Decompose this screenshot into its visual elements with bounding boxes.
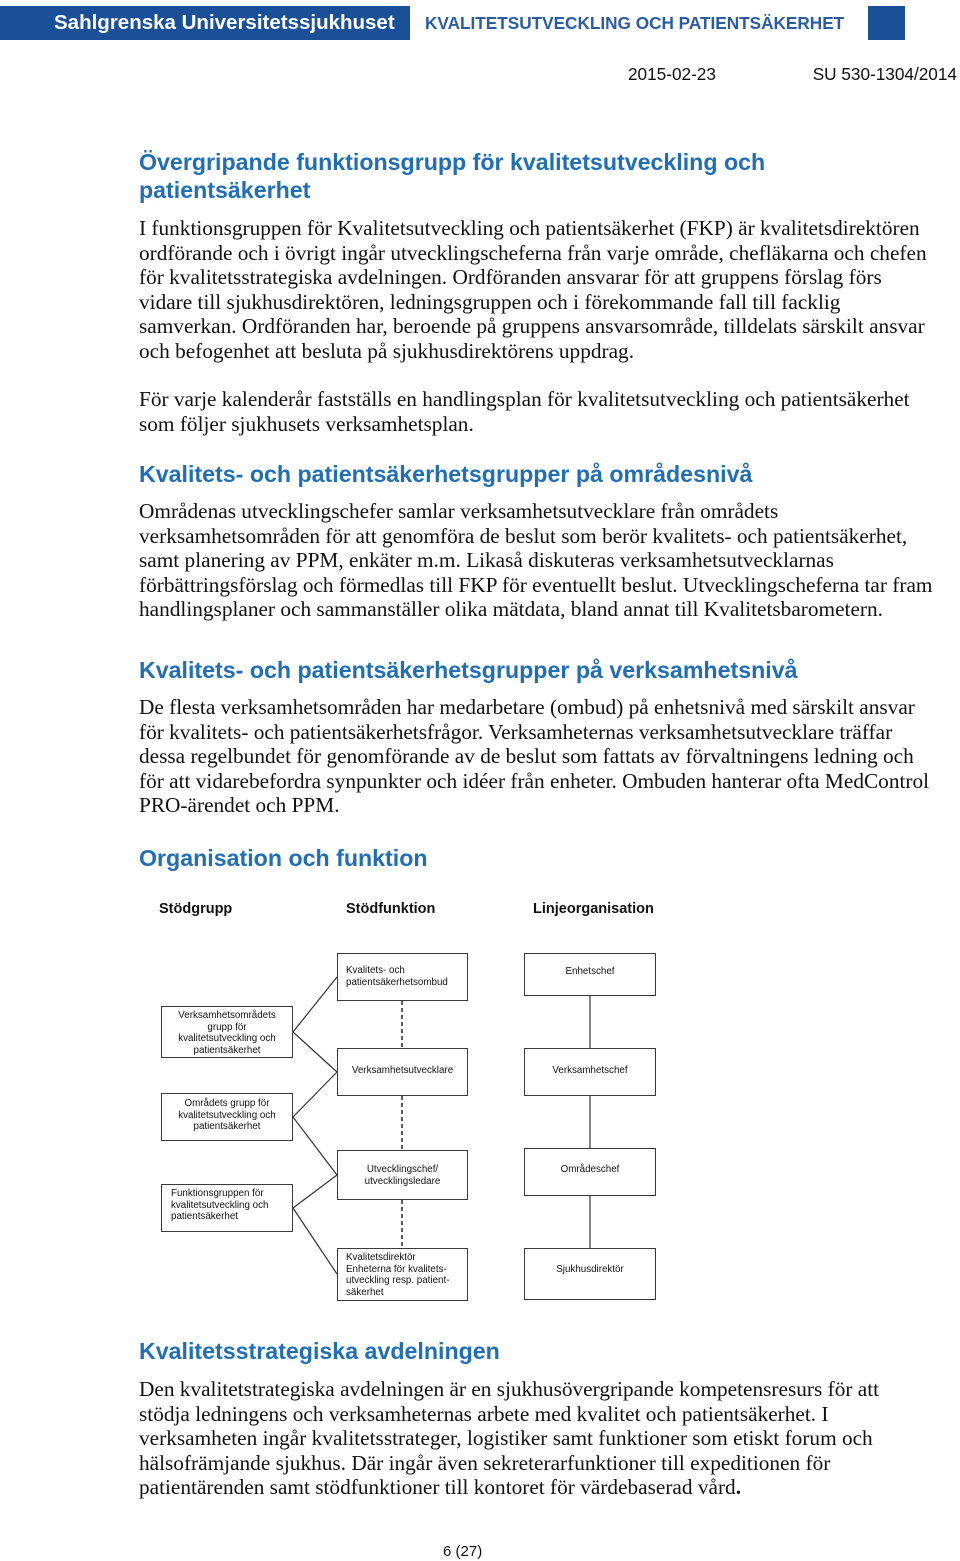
paragraph-line: hälsofrämjande sjukhus. Där ingår även sekreterarfunktioner till expeditionen för xyxy=(139,1450,831,1475)
connector-line xyxy=(293,1072,337,1117)
department-title: KVALITETSUTVECKLING OCH PATIENTSÄKERHET xyxy=(425,13,845,33)
paragraph-line: dessa regelbundet för genomförande av de beslut som fattats av förvaltningens ledning och xyxy=(139,744,914,768)
box-text-line: Sjukhusdirektör xyxy=(556,1264,624,1275)
column-header-support-function: Stödfunktion xyxy=(346,901,436,917)
paragraph-line: förbättringsförslag och förmedlas till FKP för eventuellt beslut. Utvecklingscheferna tar fram xyxy=(139,572,933,597)
paragraph-line: I funktionsgruppen för Kvalitetsutveckling och patientsäkerhet (FKP) är kvalitetsdirektören xyxy=(139,216,920,240)
box-text-line: kvalitetsutveckling och xyxy=(171,1199,269,1211)
support-function-box-ombud xyxy=(337,953,468,1001)
section-heading-strategy: Kvalitetsstrategiska avdelningen xyxy=(139,1338,500,1364)
bold-closing-period: . xyxy=(735,1475,742,1499)
paragraph-line xyxy=(139,1475,879,1500)
box-text-line: Områdets grupp för xyxy=(184,1098,270,1109)
box-text-line: Enheterna för kvalitets- xyxy=(346,1263,447,1275)
brand-name: Sahlgrenska Universitetssjukhuset xyxy=(54,11,395,34)
paragraph-line: samverkan. Ordföranden har, beroende på gruppens ansvarsområde, tilldelats särskilt ansvar xyxy=(139,314,925,338)
paragraph-line: för kvalitets- och patientsäkerhetsfrågor. Verksamheternas verksamhetsutvecklare träffar xyxy=(139,719,893,744)
box-text-line: Kvalitets- och xyxy=(346,965,405,976)
line-org-box-area-manager xyxy=(524,1148,656,1196)
paragraph-line: vidare till sjukhusdirektören, ledningsgruppen och i förekommande fall till facklig xyxy=(139,289,841,314)
support-group-box-function-group xyxy=(161,1184,293,1232)
paragraph-strategy xyxy=(139,1377,879,1500)
box-text-line: Verksamhetsutvecklare xyxy=(351,1065,454,1076)
column-header-support-group: Stödgrupp xyxy=(159,901,233,917)
paragraph-line: ordförande och i övrigt ingår utvecklingscheferna från varje område, chefläkarna och chefen xyxy=(139,240,927,265)
line-org-box-hospital-director xyxy=(524,1248,656,1300)
connector-line xyxy=(293,1208,337,1274)
box-text-line: grupp för xyxy=(207,1021,247,1033)
document-reference: SU 530-1304/2014 xyxy=(812,64,957,84)
support-function-box-development-manager xyxy=(337,1150,468,1200)
connector-line xyxy=(293,1175,337,1208)
paragraph-line: samt planering av PPM, enkäter m.m. Likaså diskuteras verksamhetsutvecklarnas xyxy=(139,548,834,572)
paragraph-line: De flesta verksamhetsområden har medarbetare (ombud) på enhetsnivå med särskilt ansvar xyxy=(139,695,915,719)
column-header-line-organisation: Linjeorganisation xyxy=(533,901,654,917)
document-date: 2015-02-23 xyxy=(628,64,716,84)
support-group-box-operational-area xyxy=(161,1006,293,1058)
box-text-line: utvecklingsledare xyxy=(364,1175,441,1187)
paragraph-line: För varje kalenderår fastställs en handlingsplan för kvalitetsutveckling och patientsäkerhet xyxy=(139,387,910,411)
paragraph-line: verksamhetsområden för att genomföra de beslut som berör kvalitets- och patientsäkerhet, xyxy=(139,523,908,548)
paragraph-line: handlingsplaner och sammanställer olika mätdata, bland annat till Kvalitetsbarometern. xyxy=(139,597,883,621)
section-heading-organisation: Organisation och funktion xyxy=(139,845,428,871)
box-text-line: patientsäkerhet xyxy=(193,1044,261,1056)
heading-line: Övergripande funktionsgrupp för kvalitetsutveckling och xyxy=(139,149,766,175)
paragraph-fkp-1 xyxy=(139,216,927,363)
section-heading-unit-level: Kvalitets- och patientsäkerhetsgrupper på verksamhetsnivå xyxy=(139,657,798,683)
box-text-line: Enhetschef xyxy=(565,966,615,977)
paragraph-line-text: patientärenden samt stödfunktioner till kontoret för värdebaserad vård xyxy=(139,1475,736,1499)
paragraph-line: och befogenhet att besluta på sjukhusdirektörens uppdrag. xyxy=(139,338,635,363)
box-text-line: Funktionsgruppen för xyxy=(171,1188,264,1199)
support-function-box-developer xyxy=(337,1048,468,1096)
paragraph-line: för att vidarebefordra synpunkter och idéer från enheter. Ombuden hanterar ofta MedControl xyxy=(139,768,930,793)
box-text-line: patientsäkerhetsombud xyxy=(346,976,448,988)
box-text-line: utveckling resp. patient- xyxy=(346,1275,450,1287)
paragraph-area-level xyxy=(139,499,932,622)
box-text-line: Verksamhetsområdets xyxy=(178,1010,276,1021)
paragraph-line: som följer sjukhusets verksamhetsplan. xyxy=(139,411,474,436)
heading-line: patientsäkerhet xyxy=(139,177,311,203)
paragraph-line: Den kvalitetstrategiska avdelningen är en sjukhusövergripande kompetensresurs för att xyxy=(139,1377,880,1401)
box-text-line: Utvecklingschef/ xyxy=(366,1164,439,1175)
support-group-box-area xyxy=(161,1093,293,1141)
paragraph-line: verksamheten ingår kvalitetsstrateger, logistiker samt funktioner som etiskt forum och xyxy=(139,1426,873,1450)
paragraph-line: för kvalitetsstrategiska avdelningen. Ordföranden ansvarar för att gruppens förslag förs xyxy=(139,265,882,289)
support-function-box-quality-director xyxy=(337,1248,468,1301)
line-org-box-unit-manager xyxy=(524,953,656,996)
section-heading-fkp xyxy=(139,148,765,204)
paragraph-unit-level xyxy=(139,695,929,818)
box-text-line: patientsäkerhet xyxy=(171,1211,238,1223)
paragraph-line: stödja ledningens och verksamheternas arbete med kvalitet och patientsäkerhet. I xyxy=(139,1401,829,1426)
paragraph-line: Områdenas utvecklingschefer samlar verksamhetsutvecklare från områdets xyxy=(139,499,779,523)
box-text-line: kvalitetsutveckling och xyxy=(178,1033,276,1045)
section-heading-area-level: Kvalitets- och patientsäkerhetsgrupper på områdesnivå xyxy=(139,461,753,487)
connector-line xyxy=(293,1117,337,1175)
brand-square-logo xyxy=(868,6,905,40)
box-text-line: Verksamhetschef xyxy=(552,1065,628,1076)
connector-line xyxy=(293,1032,337,1072)
box-text-line: kvalitetsutveckling och xyxy=(178,1109,276,1121)
line-org-box-operations-manager xyxy=(524,1048,656,1096)
box-text-line: Kvalitetsdirektör xyxy=(346,1252,416,1263)
box-text-line: patientsäkerhet xyxy=(193,1121,261,1133)
connector-line xyxy=(293,977,337,1032)
paragraph-line: PRO-ärendet och PPM. xyxy=(139,793,340,817)
box-text-line: Områdeschef xyxy=(560,1164,620,1175)
box-text-line: säkerhet xyxy=(346,1286,384,1298)
page-number: 6 (27) xyxy=(443,1543,483,1560)
paragraph-fkp-2 xyxy=(139,387,910,436)
